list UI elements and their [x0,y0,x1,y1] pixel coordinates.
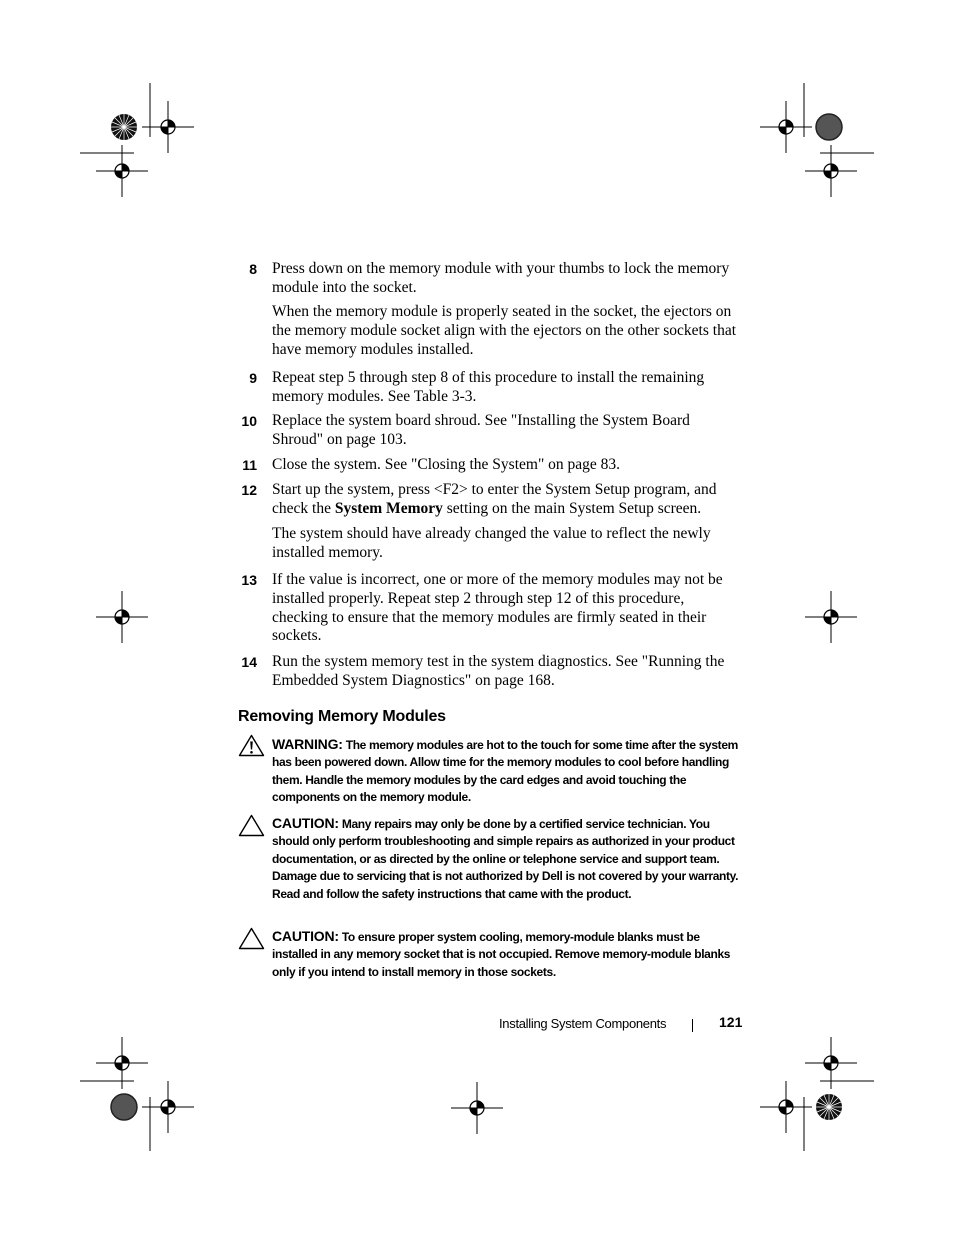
step-text: Close the system. See "Closing the System" on page 83. [272,456,621,473]
footer-section-title: Installing System Components [499,1016,667,1031]
caution-notice [272,928,742,981]
step-text: Repeat step 5 through step 8 of this procedure to install the remaining memory modules. See Table 3-3. [272,369,705,405]
step-text-part: Start up the system, press <F2> to enter the System Setup program, and check the [272,481,717,517]
step-text-part: setting on the main System Setup screen. [442,499,702,517]
step-number: 10 [241,413,257,429]
page-number: 121 [719,1014,743,1030]
warning-notice [272,736,742,807]
caution-icon [238,814,265,837]
section-heading: Removing Memory Modules [238,708,446,725]
system-memory-setting: System Memory [334,499,443,517]
footer-separator [692,1019,693,1032]
step-detail: The system should have already changed the value to reflect the newly installed memory. [272,525,711,561]
caution-notice [272,815,742,903]
step-text: Press down on the memory module with your thumbs to lock the memory module into the socket. [272,260,730,296]
warning-label: WARNING: [272,736,343,752]
step-number: 12 [241,482,257,498]
step-number: 13 [241,572,257,588]
caution-text: To ensure proper system cooling, memory-module blanks must be installed in any memory socket that is not occupied. Remove memory-module blanks only if you intend to install memory in those sockets. [272,930,731,979]
step-detail: When the memory module is properly seated in the socket, the ejectors on the memory module socket align with the ejectors on the other sockets that have memory modules installed. [272,303,737,358]
caution-label: CAUTION: [272,928,339,944]
warning-icon [238,734,265,757]
caution-label: CAUTION: [272,815,339,831]
step-text [272,481,738,519]
step-number: 8 [249,261,257,277]
step-text: If the value is incorrect, one or more of the memory modules may not be installed properly. Repeat step 2 through step 12 of this procedure, checking to ensure that the memory modules are firmly seated in their sockets. [272,571,723,645]
caution-icon [238,927,265,950]
warning-text: The memory modules are hot to the touch for some time after the system has been powered down. Allow time for the memory modules to cool before handling them. Handle the memory modules by the card edges and avoid touching the components on the memory module. [272,738,738,805]
step-number: 14 [241,654,257,670]
step-text: Replace the system board shroud. See "Installing the System Board Shroud" on page 103. [272,412,690,448]
step-number: 11 [242,457,257,473]
step-text: Run the system memory test in the system diagnostics. See "Running the Embedded System Diagnostics" on page 168. [272,653,725,689]
caution-text: Many repairs may only be done by a certified service technician. You should only perform troubleshooting and simple repairs as authorized in your product documentation, or as directed by the online or telephone service and support team. Damage due to servicing that is not authorized by Dell is not covered by your warranty. Read and follow the safety instructions that came with the product. [272,817,739,901]
step-number: 9 [249,370,257,386]
